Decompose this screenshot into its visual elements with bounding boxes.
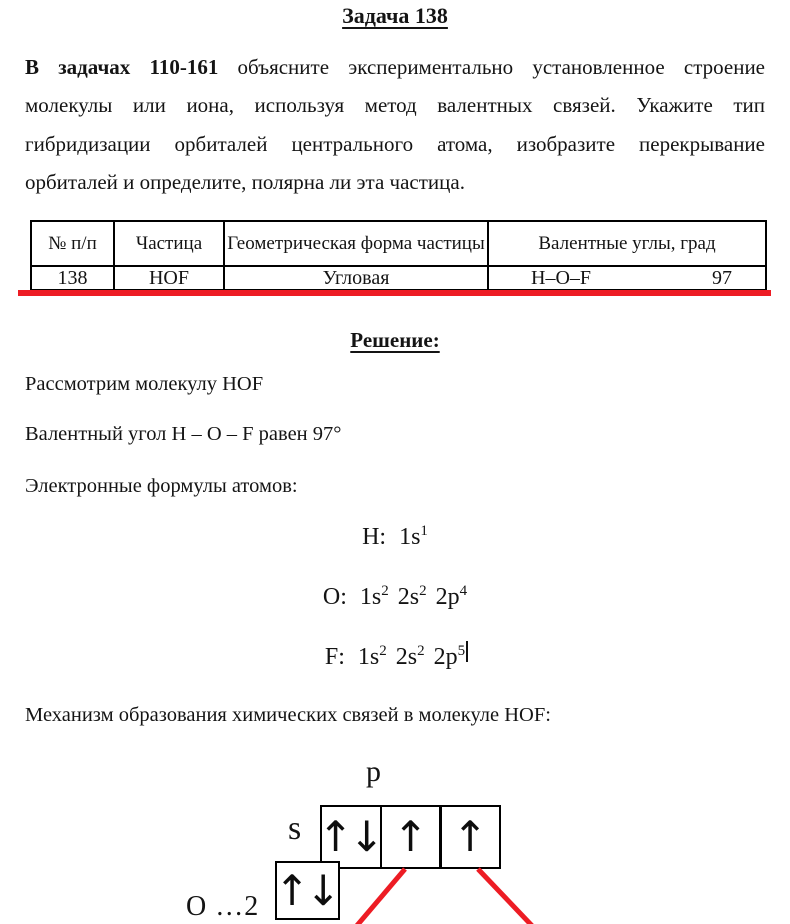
oxygen-shell-label: O …2 [186, 891, 260, 922]
intro-text-range: объясните экспериментально установленное строение [218, 55, 766, 79]
intro-bold-range: В задачах 110-161 [25, 55, 219, 79]
intro-line: молекулы или иона, используя метод валентных связей. Укажите тип [25, 93, 765, 118]
orbital-term [358, 643, 387, 671]
cell-angles [488, 266, 766, 290]
formula-fluorine [0, 643, 790, 671]
table-accent-underline [18, 290, 771, 296]
header-cell-number: № п/п [31, 221, 114, 266]
intro-line: гибридизации орбиталей центрального атома, изобразите перекрывание [25, 131, 765, 156]
angle-value: 97 [712, 267, 732, 289]
element-label: O: [322, 584, 347, 610]
orbital-superscript: 2 [419, 583, 427, 599]
bond-lines [0, 740, 790, 924]
cell-shape: Угловая [224, 266, 488, 290]
cell-particle: HOF [114, 266, 224, 290]
paragraph-valence-angle: Валентный угол H – O – F равен 97° [25, 423, 342, 445]
orbital-base: 2s [395, 644, 418, 670]
page-title: Задача 138 [342, 3, 448, 28]
orbital-term [396, 643, 425, 671]
orbital-base: 1s [359, 584, 382, 610]
cell-number: 138 [31, 266, 114, 290]
angle-label: H–O–F [531, 267, 592, 289]
paragraph-electron-formulas: Электронные формулы атомов: [25, 475, 298, 497]
orbital-term [399, 523, 428, 551]
table-row [31, 266, 766, 290]
orbital-superscript: 2 [417, 643, 425, 659]
header-cell-angles: Валентные углы, град [488, 221, 766, 266]
table-header-row [31, 221, 766, 266]
solution-heading: Решение: [350, 328, 440, 352]
orbital-diagram [0, 740, 790, 924]
electron-arrow: ↑ [452, 812, 484, 861]
bond-line-right [478, 869, 538, 924]
orbital-superscript: 2 [381, 583, 389, 599]
orbital-term [436, 583, 468, 611]
intro-paragraph [25, 48, 765, 201]
orbital-base: 1s [357, 644, 380, 670]
orbital-base: 2p [435, 584, 460, 610]
header-cell-particle: Частица [114, 221, 224, 266]
intro-line: орбиталей и определите, полярна ли эта частица. [25, 169, 465, 194]
orbital-base: 2p [433, 644, 458, 670]
paragraph-mechanism: Механизм образования химических связей в молекуле HOF: [25, 704, 551, 726]
element-label: H: [362, 524, 387, 550]
orbital-term [434, 643, 466, 671]
formula-oxygen [0, 583, 790, 611]
electron-pair-arrows: ↑↓ [317, 812, 381, 861]
intro-line [25, 48, 765, 86]
text-cursor [466, 641, 468, 662]
orbital-base: 2s [397, 584, 420, 610]
paragraph-molecule: Рассмотрим молекулу HOF [25, 373, 264, 395]
orbital-superscript: 4 [459, 583, 468, 599]
orbital-term [360, 583, 389, 611]
orbital-superscript: 5 [457, 643, 466, 659]
orbital-superscript: 1 [420, 523, 428, 539]
s-orbital-box [275, 861, 340, 920]
bond-line-left [354, 869, 405, 924]
s-shell-label: s [288, 810, 302, 847]
p-shell-label: p [366, 755, 381, 788]
electron-arrow: ↑ [392, 812, 425, 861]
orbital-superscript: 2 [379, 643, 387, 659]
element-label: F: [324, 644, 345, 670]
electron-pair-arrows: ↑↓ [274, 865, 337, 915]
orbital-base: 1s [399, 524, 421, 550]
conditions-table [30, 220, 767, 291]
orbital-term [398, 583, 427, 611]
header-cell-shape: Геометрическая форма частицы [224, 221, 488, 266]
formula-hydrogen [0, 523, 790, 551]
